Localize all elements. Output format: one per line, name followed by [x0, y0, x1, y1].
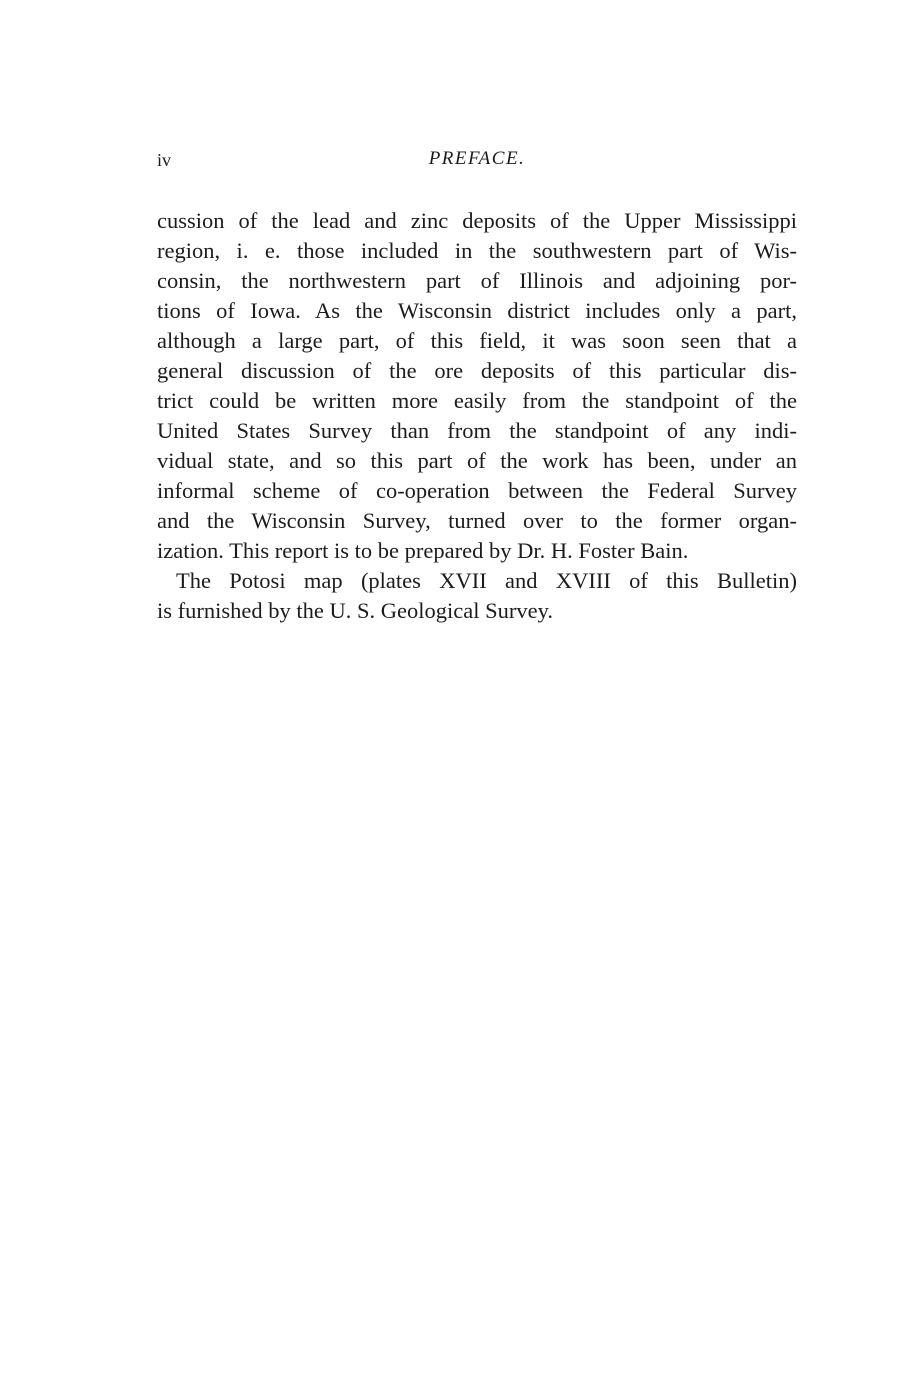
- text-line: tions of Iowa. As the Wisconsin district includes only a part,: [157, 298, 797, 323]
- text-line: is furnished by the U. S. Geological Survey.: [157, 598, 553, 623]
- text-line: United States Survey than from the standpoint of any indi-: [157, 418, 797, 443]
- text-line: although a large part, of this field, it was soon seen that a: [157, 328, 797, 353]
- text-line: The Potosi map (plates XVII and XVIII of this Bulletin): [176, 568, 797, 593]
- text-line: general discussion of the ore deposits of this particular dis-: [157, 358, 797, 383]
- body-text: [157, 206, 797, 626]
- text-line: trict could be written more easily from the standpoint of the: [157, 388, 797, 413]
- page-number: iv: [157, 150, 172, 170]
- text-line: region, i. e. those included in the southwestern part of Wis-: [157, 238, 797, 263]
- running-title: PREFACE.: [428, 148, 526, 169]
- text-line: vidual state, and so this part of the work has been, under an: [157, 448, 797, 473]
- text-line: and the Wisconsin Survey, turned over to the former organ-: [157, 508, 797, 533]
- running-head: [157, 148, 797, 176]
- text-line: consin, the northwestern part of Illinois and adjoining por-: [157, 268, 797, 293]
- text-line: ization. This report is to be prepared by Dr. H. Foster Bain.: [157, 538, 689, 563]
- text-line: informal scheme of co-operation between the Federal Survey: [157, 478, 797, 503]
- text-line: cussion of the lead and zinc deposits of the Upper Mississippi: [157, 208, 797, 233]
